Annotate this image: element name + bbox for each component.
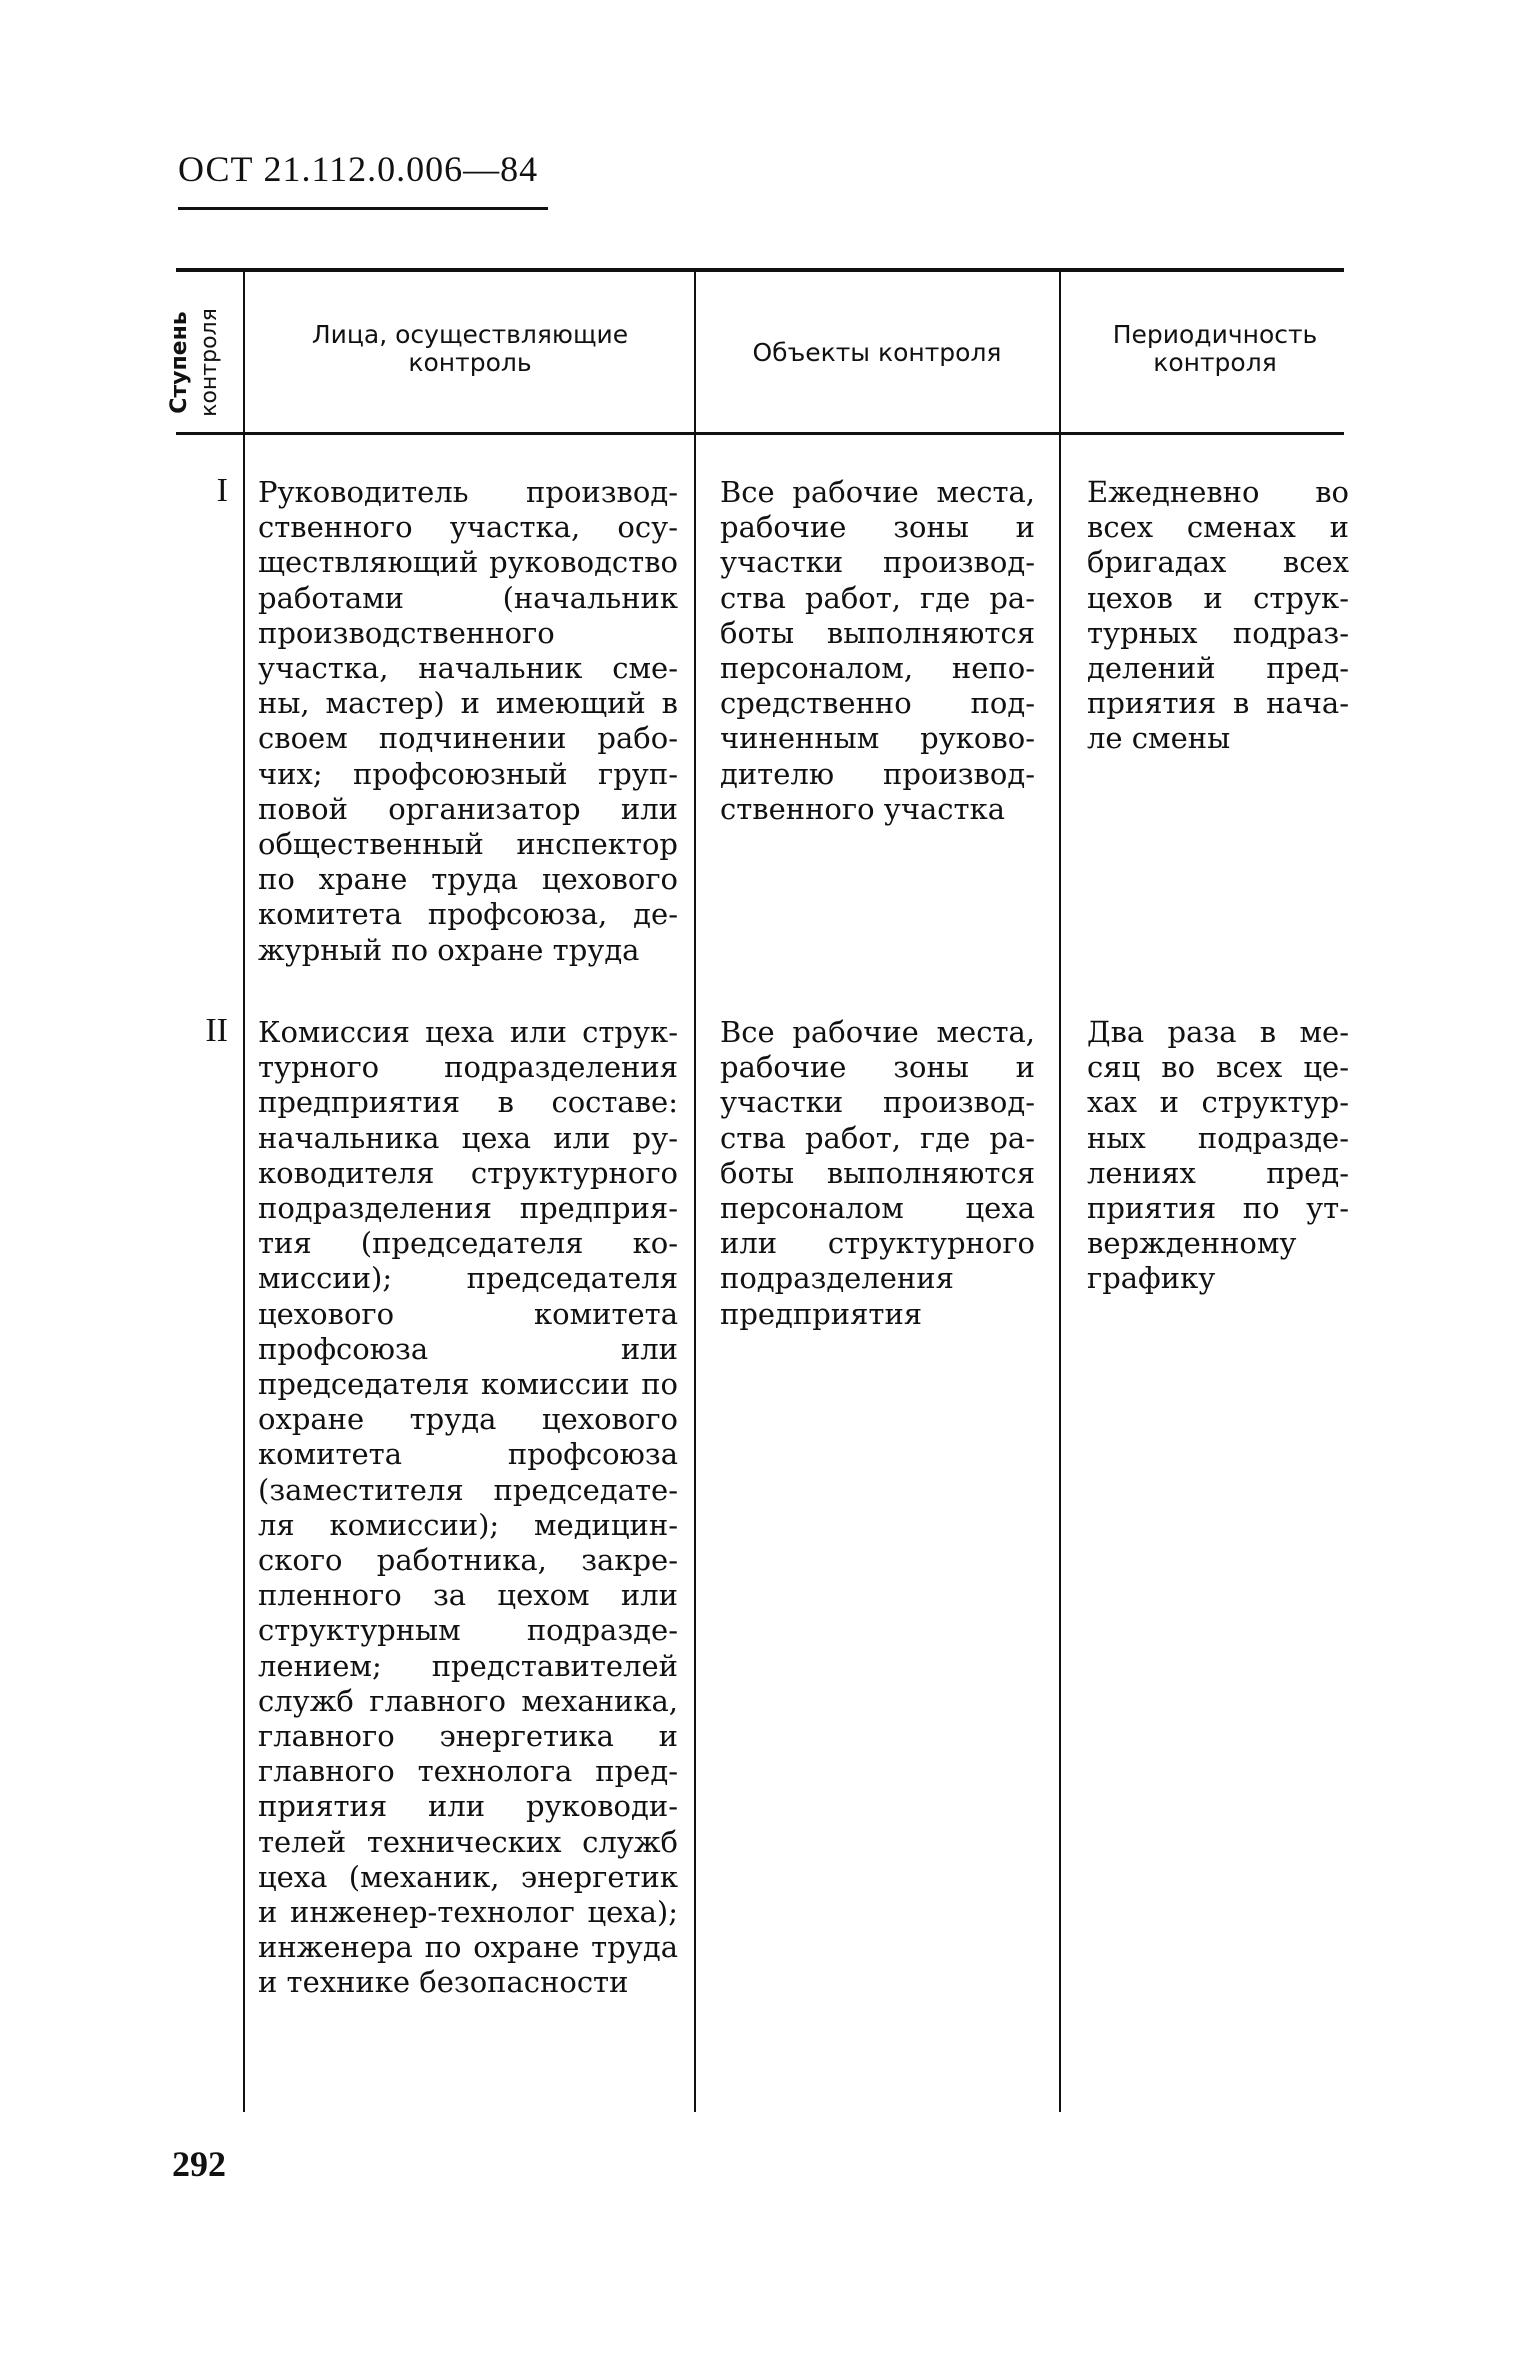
heading-underline: [178, 207, 548, 210]
header-persons: Лица, осуществляющие контроль: [311, 320, 629, 377]
row-1-periodicity: Ежедневно во всех сменах и бригадах всех цехов и структурных подразделений предприятия в начале смены: [1087, 475, 1349, 756]
header-periodicity: Периодичность контроля: [1112, 320, 1318, 377]
header-stage-line2: контроля: [197, 308, 222, 417]
row-2-periodicity: Два раза в месяц во всех цехах и структурных подразделениях предприятия по утвержденному графику: [1087, 1015, 1349, 1296]
page-number: 292: [172, 2144, 226, 2184]
row-1-persons: Руководитель производственного участка, осуществляющий руководство работами (начальник производственного участка, начальник смены, мастер) и имеющий в своем подчинении рабочих; профсоюзный групповой организатор или общественный инспектор по хране труда цехового комитета профсоюза, дежурный по охране труда: [258, 475, 678, 967]
header-objects: Объекты контроля: [752, 338, 1002, 367]
row-2-objects: Все рабочие места, рабочие зоны и участки производства работ, где работы выполняются персоналом цеха или структурного подразделения предприятия: [720, 1015, 1035, 1331]
row-1-objects: Все рабочие места, рабочие зоны и участки производства работ, где работы выполняются персоналом, непосредственно подчиненным руководителю производственного участка: [720, 475, 1035, 826]
document-code: ОСТ 21.112.0.006—84: [178, 149, 539, 189]
header-bottom-rule: [176, 432, 1344, 435]
table-top-rule: [176, 268, 1344, 272]
header-stage-line1: Ступень: [167, 311, 192, 414]
row-2-persons: Комиссия цеха или структурного подразделения предприятия в составе: начальника цеха или руководителя структурного подразделения предприятия (председателя комиссии); председателя цехового комитета профсоюза или председателя комиссии по охране труда цехового комитета профсоюза (заместителя председателя комиссии); медицинского работника, закрепленного за цехом или структурным подразделением; представителей служб главного механика, главного энергетика и главного технолога предприятия или руководителей технических служб цеха (механик, энергетик и инженер-технолог цеха); инженера по охране труда и технике безопасности: [258, 1015, 678, 2000]
header-stage: [165, 280, 229, 445]
column-divider-1: [243, 270, 245, 2112]
row-2-stage: II: [205, 1012, 228, 1049]
row-1-stage: I: [216, 472, 228, 509]
column-divider-3: [1059, 270, 1061, 2112]
column-divider-2: [694, 270, 696, 2112]
